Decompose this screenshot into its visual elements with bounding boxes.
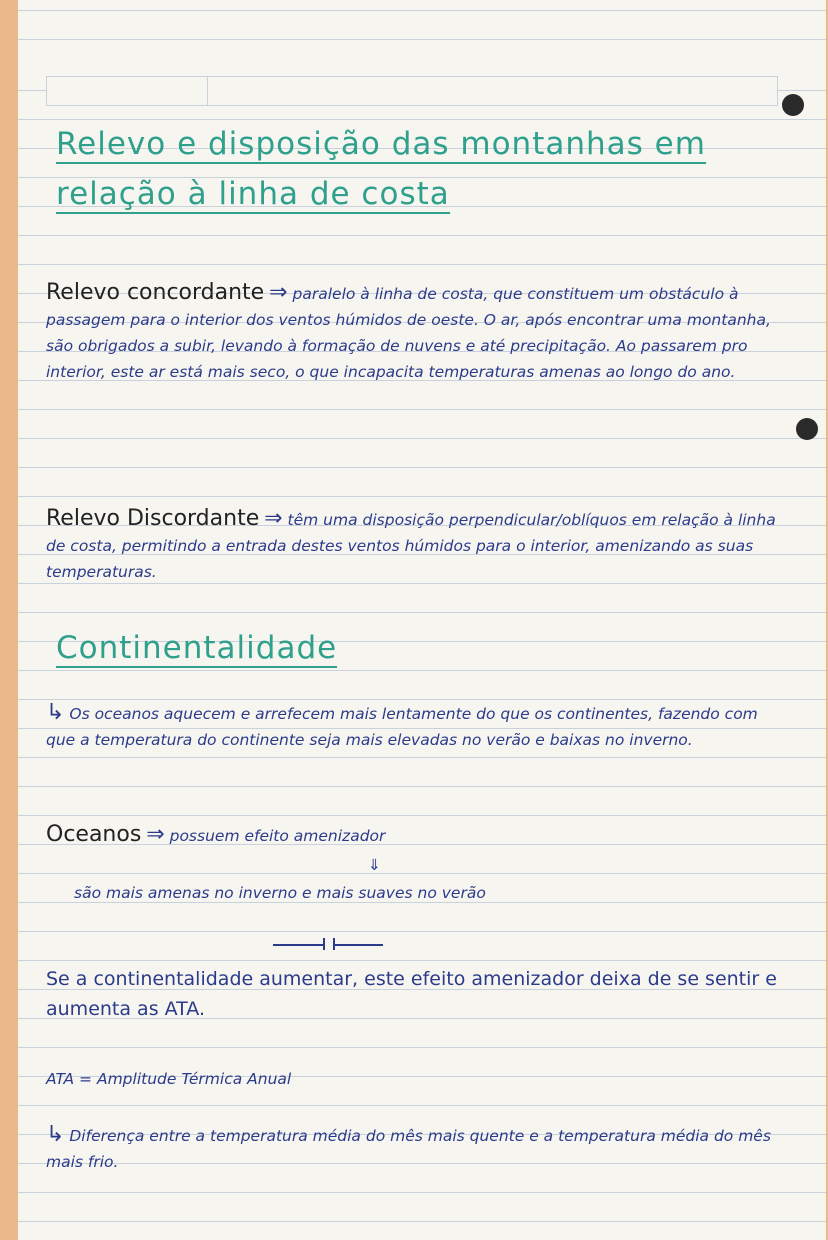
oceanos-line [46,822,786,849]
relevo-concordante-term: Relevo concordante [46,280,265,305]
arrow-return-icon: ↳ [46,700,65,725]
section-divider [273,944,383,946]
relevo-discordante-term: Relevo Discordante [46,506,260,531]
right-arrow-icon: ⇒ [269,280,288,305]
oceanos-text: possuem efeito amenizador [169,827,386,845]
relevo-concordante-text: paralelo à linha de costa, que constituem um obstáculo à passagem para o interior dos ventos húmidos de oeste. O ar, após encontrar uma montanha, são obrigados a subir, levando à formação de nuvens e até precipitação. Ao passarem pro interior, este ar está mais seco, o que incapacita temperaturas amenas ao longo do ano. [46,285,771,381]
down-arrow-icon: ⇓ [368,856,381,874]
ata-text: Diferença entre a temperatura média do mês mais quente e a temperatura média do mês mais frio. [46,1127,771,1171]
continentalidade-heading: Continentalidade [56,630,338,666]
continentalidade-text: Os oceanos aquecem e arrefecem mais lentamente do que os continentes, fazendo com que a temperatura do continente seja mais elevadas no verão e baixas no inverno. [46,705,758,749]
page-title-line1: Relevo e disposição das montanhas em [56,126,706,162]
relevo-discordante-paragraph [46,506,786,585]
binder-hole [796,418,818,440]
binder-hole [782,94,804,116]
header-box-divider [207,77,208,105]
right-arrow-icon: ⇒ [146,822,165,847]
right-arrow-icon: ⇒ [264,506,283,531]
oceanos-term: Oceanos [46,822,142,847]
arrow-return-icon: ↳ [46,1122,65,1147]
notebook-page [18,0,826,1240]
oceanos-result: são mais amenas no inverno e mais suaves no verão [74,884,486,902]
ata-paragraph [46,1122,786,1175]
effect-paragraph: Se a continentalidade aumentar, este efeito amenizador deixa de se sentir e aumenta as ATA. [46,968,777,1020]
relevo-discordante-text: têm uma disposição perpendicular/oblíquos em relação à linha de costa, permitindo a entrada destes ventos húmidos para o interior, amenizando as suas temperaturas. [46,511,776,581]
continentalidade-paragraph [46,700,786,753]
header-box [46,76,778,106]
relevo-concordante-paragraph [46,280,786,385]
page-title-line2: relação à linha de costa [56,176,450,212]
ata-definition: ATA = Amplitude Térmica Anual [46,1070,292,1088]
